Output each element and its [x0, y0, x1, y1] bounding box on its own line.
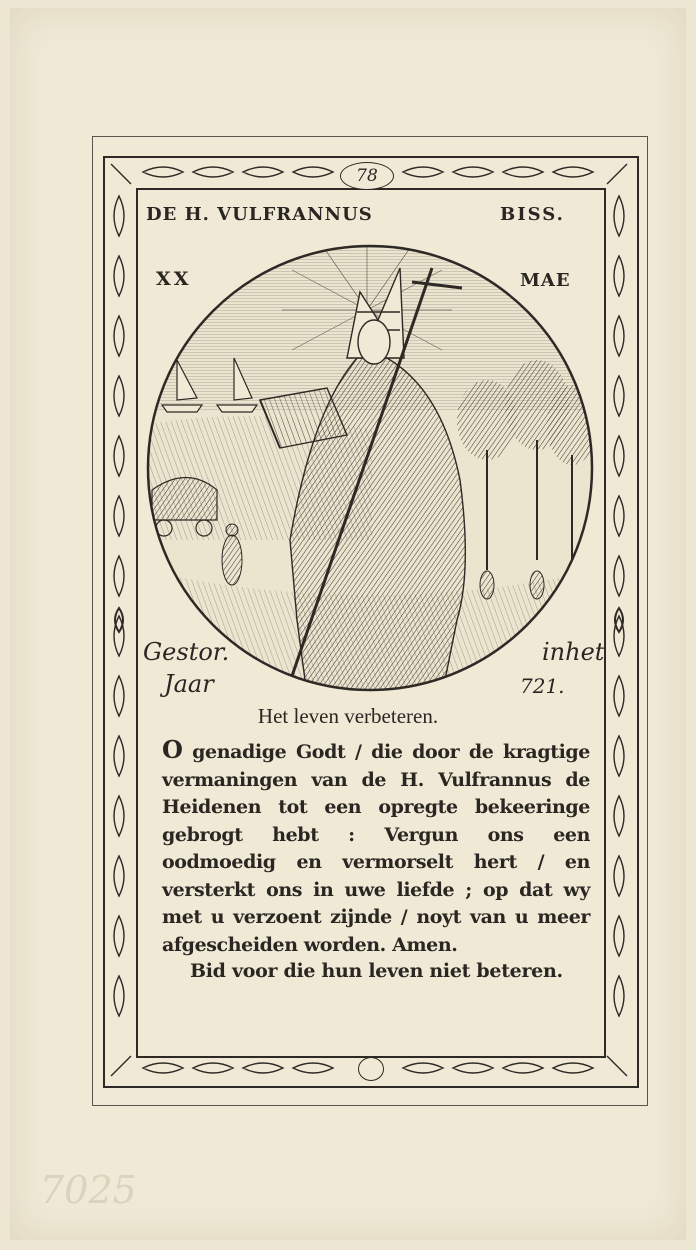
page-number: 78: [340, 162, 394, 190]
prayer-text: O genadige Godt / die door de kragtige vermaningen van de H. Vulfrannus de Heidenen tot een opregte bekeeringe gebrogt hebt : Vergun ons een oodmoedig en vermorselt hert / en versterkt ons in uwe liefde ; op dat wy met u verzoent zijnde / noyt van u meer afgescheiden worden. Amen.: [162, 735, 590, 956]
death-label-right: inhet: [542, 638, 605, 666]
death-year: 721.: [520, 674, 565, 698]
saint-medallion: [142, 240, 598, 696]
title-rank: BISS.: [500, 204, 565, 225]
death-label-left: Gestor.: [143, 638, 230, 666]
pencil-inventory-mark: 7025: [40, 1168, 137, 1212]
prayer-heading: Het leven verbeteren.: [257, 704, 439, 728]
feast-day: XX: [156, 268, 192, 290]
feast-month: MAE: [520, 270, 571, 291]
saint-title: DE H. VULFRANNUS: [146, 204, 373, 225]
closing-line: Bid voor die hun leven niet beteren.: [190, 960, 563, 982]
year-label: Jaar: [164, 670, 214, 698]
bottom-ornament: [358, 1057, 384, 1081]
